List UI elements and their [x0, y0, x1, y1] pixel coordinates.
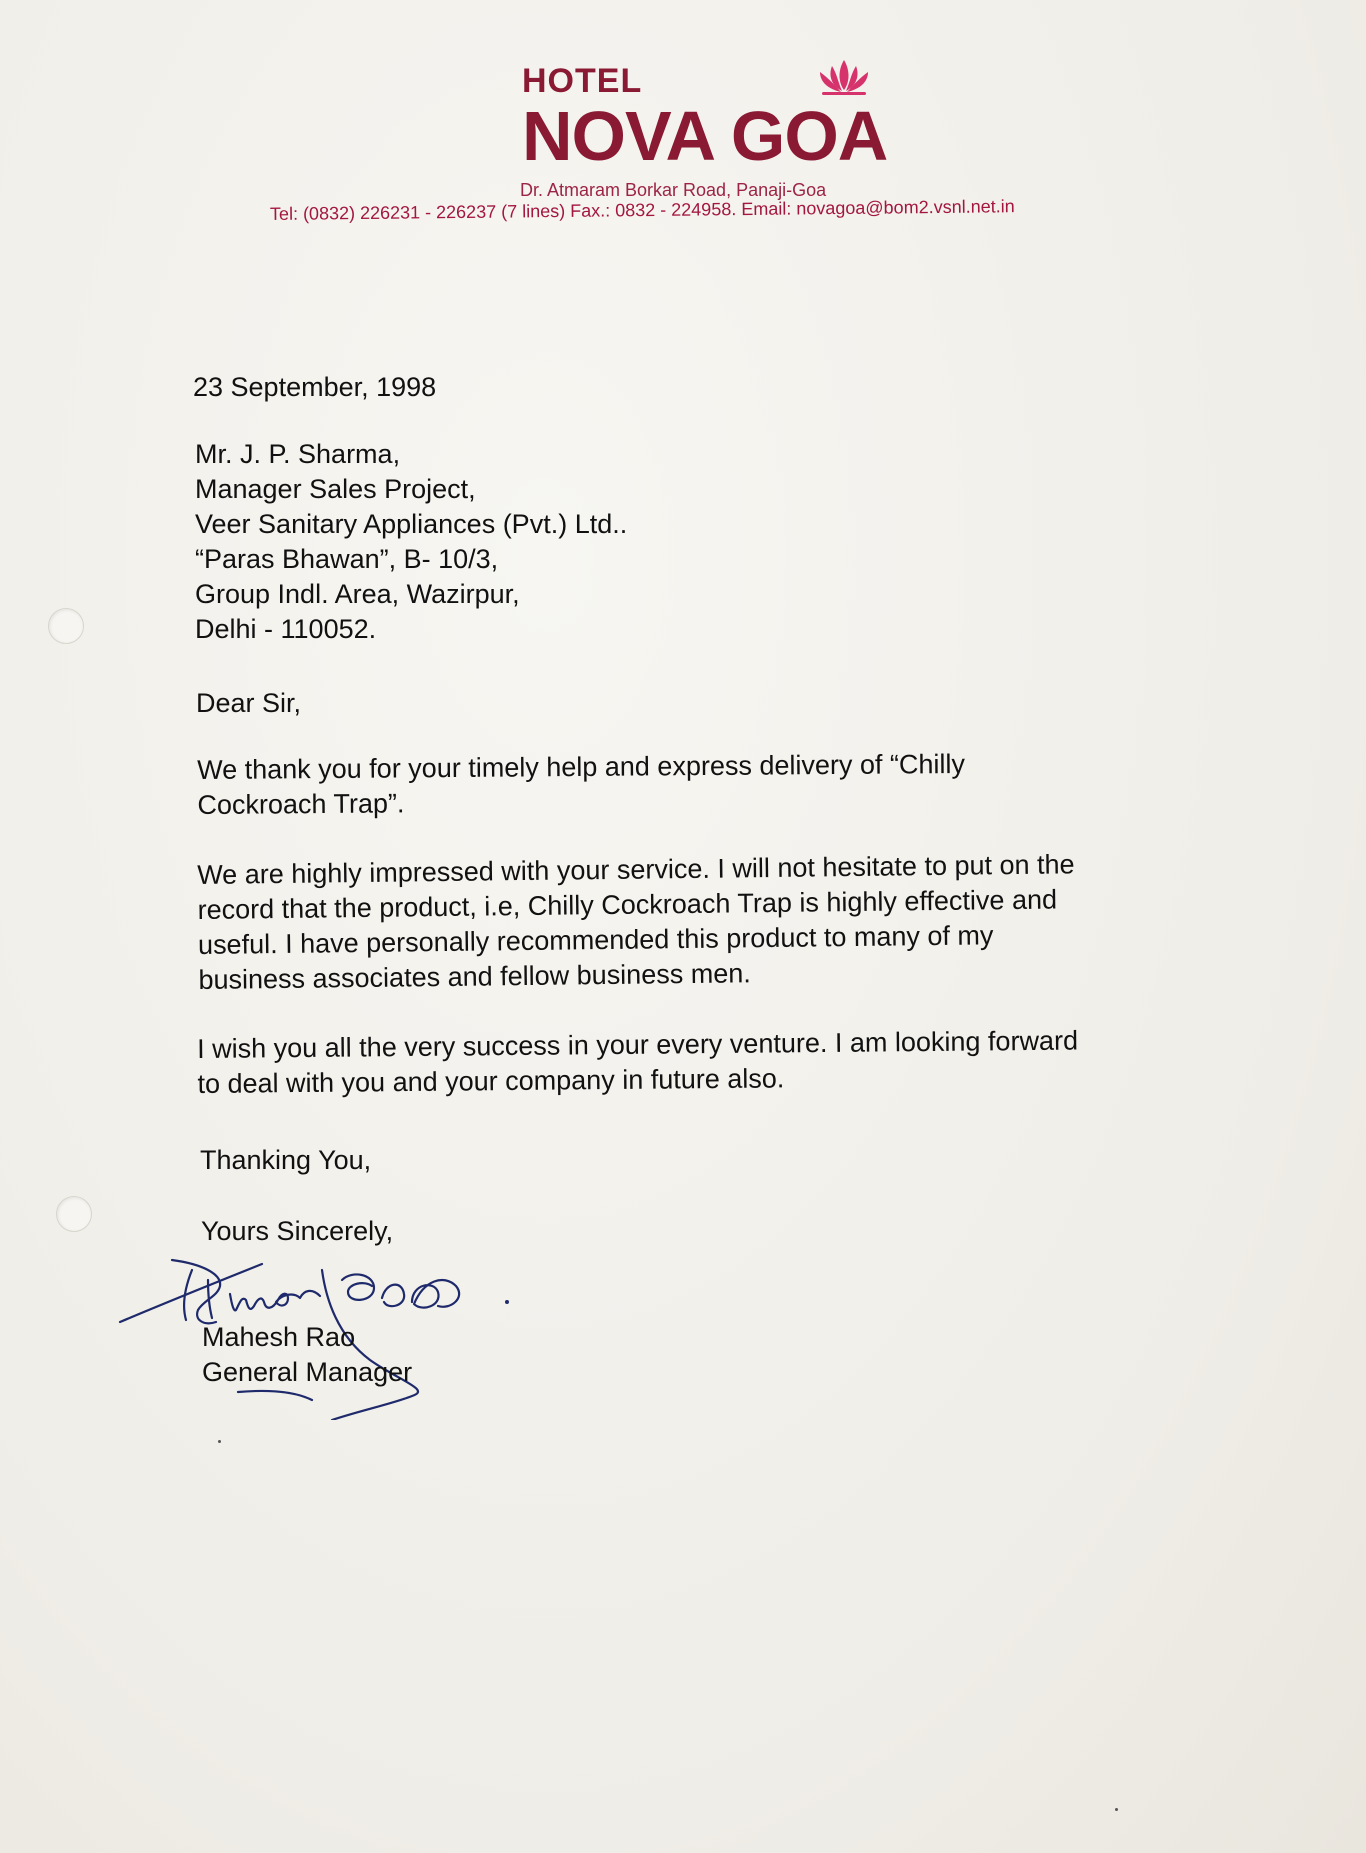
- body-paragraph: [197, 747, 965, 823]
- recipient-line: Veer Sanitary Appliances (Pvt.) Ltd..: [195, 509, 628, 539]
- letterhead-contact: Tel: (0832) 226231 - 226237 (7 lines) Fax.: 0832 - 224958. Email: novagoa@bom2.vsnl.net.in: [269, 196, 1015, 224]
- lotus-icon: [810, 56, 878, 96]
- paragraph-line: I wish you all the very success in your every venture. I am looking forward: [197, 1025, 1079, 1064]
- closing-line: Thanking You,: [200, 1145, 372, 1175]
- paragraph-line: We thank you for your timely help and express delivery of “Chilly: [197, 748, 966, 785]
- paragraph-line: Cockroach Trap”.: [197, 788, 405, 820]
- body-paragraph: [197, 847, 1076, 998]
- punch-hole: [56, 1196, 92, 1232]
- recipient-line: “Paras Bhawan”, B- 10/3,: [195, 544, 499, 574]
- paragraph-line: to deal with you and your company in future also.: [197, 1063, 785, 1099]
- recipient-line: Mr. J. P. Sharma,: [195, 439, 401, 469]
- recipient-line: Group Indl. Area, Wazirpur,: [195, 579, 520, 609]
- punch-hole: [48, 608, 84, 644]
- letterhead-hotel-name: NOVA GOA: [522, 97, 888, 175]
- paragraph-line: useful. I have personally recommended this product to many of my: [197, 920, 994, 960]
- recipient-line: Delhi - 110052.: [195, 614, 377, 644]
- letterhead-address: Dr. Atmaram Borkar Road, Panaji-Goa: [520, 180, 827, 200]
- paragraph-line: We are highly impressed with your service. I will not hesitate to put on the: [197, 849, 1075, 890]
- salutation: Dear Sir,: [196, 688, 302, 718]
- letterhead-hotel: HOTEL: [522, 62, 643, 100]
- recipient-address: [195, 437, 627, 647]
- letter-date: 23 September, 1998: [193, 372, 437, 402]
- signatory-name: Mahesh Rao: [202, 1322, 356, 1352]
- body-paragraph: [197, 1024, 1079, 1102]
- signatory-title: General Manager: [202, 1357, 413, 1387]
- paper-speck: [1115, 1808, 1118, 1811]
- sign-off: Yours Sincerely,: [201, 1216, 394, 1246]
- recipient-line: Manager Sales Project,: [195, 474, 476, 504]
- paper-speck: [218, 1440, 221, 1443]
- paragraph-line: business associates and fellow business men.: [198, 958, 751, 995]
- paragraph-line: record that the product, i.e, Chilly Cockroach Trap is highly effective and: [197, 884, 1058, 925]
